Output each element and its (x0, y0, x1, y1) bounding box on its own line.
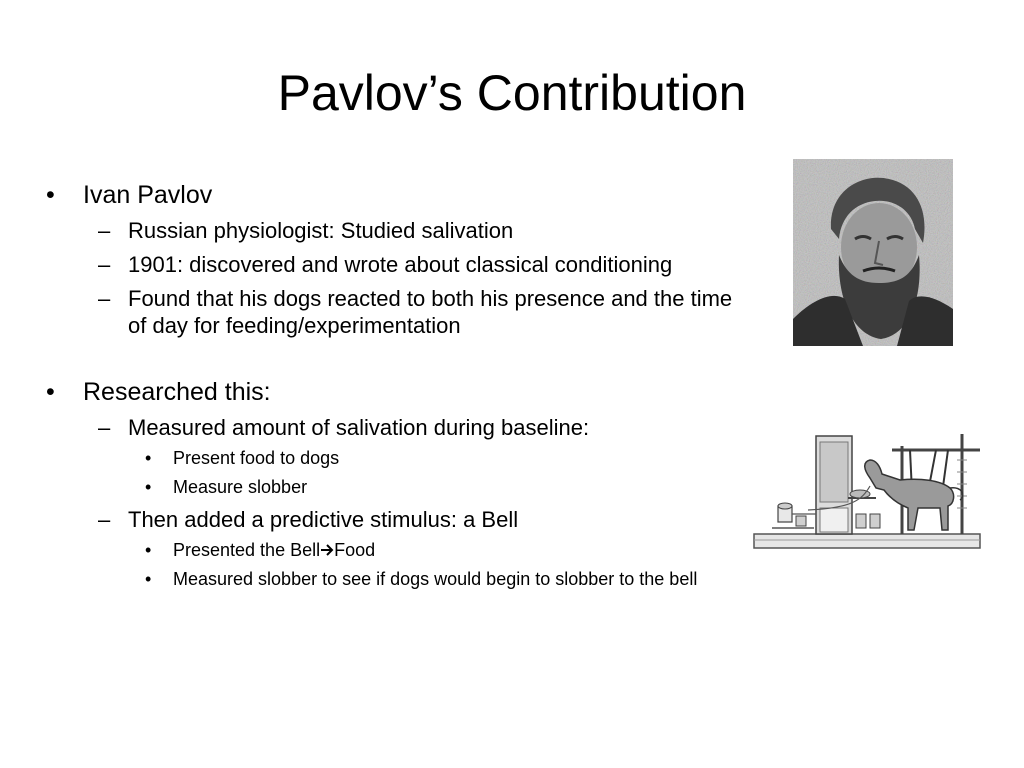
sub-sub-bullet-measure-slobber (44, 476, 734, 499)
sub-sub-bullet-text: Measured slobber to see if dogs would begin to slobber to the bell (173, 569, 698, 589)
sub-sub-bullet-text: Measure slobber (173, 477, 308, 497)
sub-bullet-physiologist (44, 217, 734, 244)
sub-bullet-text: Found that his dogs reacted to both his presence and the time of day for feeding/experimentation (128, 286, 733, 338)
bullet-text: Researched this: (83, 378, 271, 406)
bullet-marker: • (145, 540, 152, 560)
sub-sub-bullet-bell-food (44, 539, 734, 562)
dash-marker: – (98, 286, 111, 311)
bullet-marker: • (145, 448, 152, 468)
sub-bullet-predictive-stimulus (44, 506, 734, 533)
bullet-marker: • (46, 181, 55, 209)
dash-marker: – (98, 415, 111, 440)
bullet-text: Ivan Pavlov (83, 181, 213, 209)
bullet-researched-this (44, 377, 734, 407)
sub-bullet-text: Measured amount of salivation during baseline: (128, 415, 590, 440)
sub-bullet-1901 (44, 251, 734, 278)
bullet-marker: • (145, 477, 152, 497)
arrow-target-text: Food (334, 540, 376, 560)
dash-marker: – (98, 252, 111, 277)
sub-sub-bullet-measured-slobber (44, 568, 734, 591)
dash-marker: – (98, 218, 111, 243)
sub-bullet-text: Then added a predictive stimulus: a Bell (128, 507, 519, 532)
sub-sub-bullet-text: Presented the Bell (173, 540, 321, 560)
bullet-marker: • (46, 378, 55, 406)
slide-content (44, 180, 734, 591)
sub-bullet-dogs-reacted (44, 285, 734, 339)
sub-bullet-text: 1901: discovered and wrote about classical conditioning (128, 252, 673, 277)
bullet-ivan-pavlov (44, 180, 734, 210)
dog-apparatus-image (752, 430, 984, 554)
right-arrow-icon (320, 543, 334, 557)
bullet-marker: • (145, 569, 152, 589)
sub-sub-bullet-text: Present food to dogs (173, 448, 340, 468)
pavlov-portrait-image (793, 159, 953, 346)
sub-sub-bullet-present-food (44, 447, 734, 470)
sub-bullet-baseline (44, 414, 734, 441)
slide-title: Pavlov’s Contribution (277, 65, 747, 121)
sub-bullet-text: Russian physiologist: Studied salivation (128, 218, 514, 243)
dash-marker: – (98, 507, 111, 532)
